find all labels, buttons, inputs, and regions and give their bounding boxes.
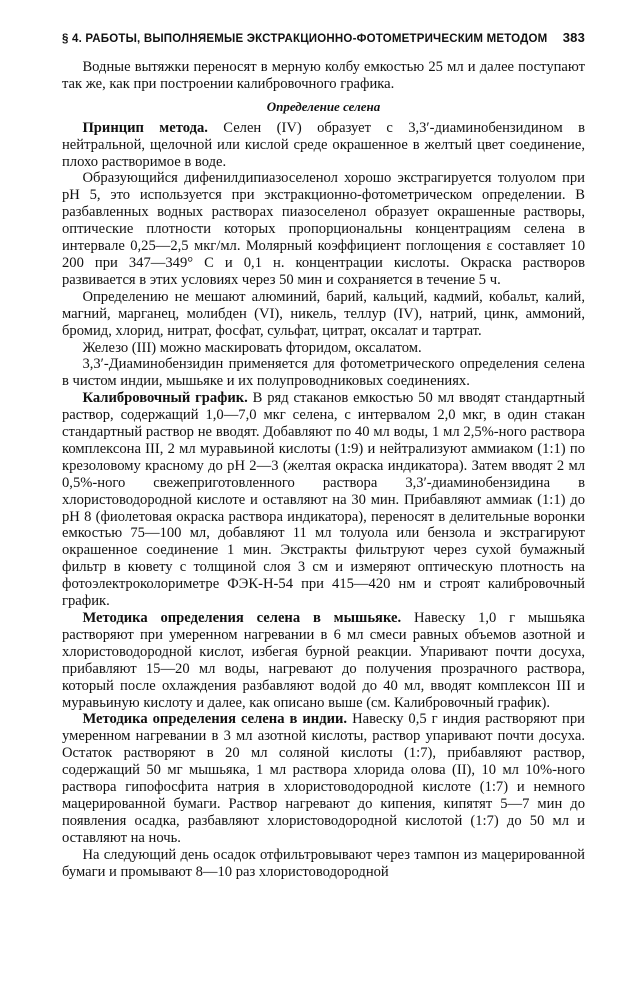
- paragraph-principle: [62, 120, 585, 171]
- paragraph-extraction: Образующийся дифенилдипиазоселенол хорошо экстрагируется толуолом при рН 5, это используется при экстракционно-фотометрическом определении. В разбавленных водных растворах пиазоселенол образует окрашенные растворы, оптические плотности которых пропорциональны концентрациям селена в интервале 0,25—2,5 мкг/мл. Молярный коэффициент поглощения ε составляет 10 200 при 347—349° С и 0,1 н. концентрации кислоты. Окраска растворов развивается в этих условиях через 50 мин и сохраняется в течение 5 ч.: [62, 170, 585, 288]
- paragraph-iron: Железо (III) можно маскировать фторидом, оксалатом.: [82, 339, 422, 356]
- running-header: [62, 0, 585, 45]
- arsenic-text: Навеску 1,0 г мышьяка растворяют при умеренном нагревании в 6 мл смеси равных объемов азотной и хлористоводородной кислот, избегая бурной реакции. Упаривают почти досуха, прибавляют 15—20 мл воды, нагревают до получения прозрачного раствора, который после охлаждения разбавляют водой до 40 мл, вводят комплексон III и муравьиную кислоту и далее, как описано выше (см. Калибровочный график).: [62, 610, 585, 711]
- principle-label: Принцип метода.: [82, 119, 208, 136]
- arsenic-label: Методика определения селена в мышьяке.: [82, 610, 402, 626]
- page-body: [62, 59, 585, 881]
- paragraph-arsenic: [62, 610, 585, 711]
- page-number: 383: [562, 30, 585, 45]
- header-title: § 4. РАБОТЫ, ВЫПОЛНЯЕМЫЕ ЭКСТРАКЦИОННО-ФОТОМЕТРИЧЕСКИМ МЕТОДОМ: [62, 33, 548, 45]
- calibration-text: В ряд стаканов емкостью 50 мл вводят стандартный раствор, содержащий 1,0—7,0 мкг селена, с интервалом 2,0 мкг, в один стакан стандартный раствор не вводят. Добавляют по 40 мл воды, 1 мл 2,5%-ного раствора комплексона III, 2 мл муравьиной кислоты (1:9) и нейтрализуют аммиаком (1:1) по крезоловому красному до рН 2—3 (желтая окраска индикатора). Затем вводят 2 мл 0,5%-ного свежеприготовленного раствора 3,3′-диаминобензидина в хлористоводородной кислоте и оставляют на 30 мин. Прибавляют аммиак (1:1) до рН 8 (фиолетовая окраска раствора индикатора), переносят в делительные воронки емкостью 75—100 мл, добавляют 11 мл толуола или бензола и экстрагируют окрашенное соединение 1 мин. Экстракты фильтруют через сухой бумажный фильтр в кювету с толщиной слоя 3 см и измеряют оптическую плотность на фотоэлектроколориметре ФЭК-Н-54 при 415—420 нм и строят калибровочный график.: [62, 390, 585, 610]
- paragraph-application: 3,3′-Диаминобензидин применяется для фотометрического определения селена в чистом индии, мышьяке и их полупроводниковых соединениях.: [62, 356, 585, 390]
- paragraph-calibration: [62, 390, 585, 610]
- principle-text: Селен (IV) образует с 3,3′-диаминобензидином в нейтральной, щелочной или кислой среде окрашенное в желтый цвет соединение, плохо растворимое в воде.: [62, 119, 585, 170]
- paragraph-interference: Определению не мешают алюминий, барий, кальций, кадмий, кобальт, калий, магний, марганец, молибден (VI), никель, теллур (IV), натрий, цинк, аммоний, бромид, хлорид, нитрат, фосфат, сульфат, цитрат, оксалат и тартрат.: [62, 288, 585, 339]
- indium-text: Навеску 0,5 г индия растворяют при умеренном нагревании в 3 мл азотной кислоты, раствор упаривают почти досуха. Остаток растворяют в 20 мл соляной кислоты (1:7), прибавляют раствор, содержащий 50 мг мышьяка, 1 мл раствора хлорида олова (II), 10 мл 10%-ного раствора гипофосфита натрия в хлористоводородной кислоте (1:7) и немного мацерированной бумаги. Раствор нагревают до кипения, кипятят 5—7 мин до появления осадка, разбавляют хлористоводородной кислотой (1:7) до 50 мл и оставляют на ночь.: [62, 711, 585, 846]
- paragraph-next-day: На следующий день осадок отфильтровывают через тампон из мацерированной бумаги и промывают 8—10 раз хлористоводородной: [62, 846, 585, 880]
- calibration-label: Калибровочный график.: [82, 390, 248, 407]
- paragraph-intro: Водные вытяжки переносят в мерную колбу емкостью 25 мл и далее поступают так же, как при построении калибровочного графика.: [62, 59, 585, 92]
- section-heading: Определение селена: [266, 98, 381, 114]
- paragraph-indium: [62, 711, 585, 846]
- indium-label: Методика определения селена в индии.: [82, 711, 348, 728]
